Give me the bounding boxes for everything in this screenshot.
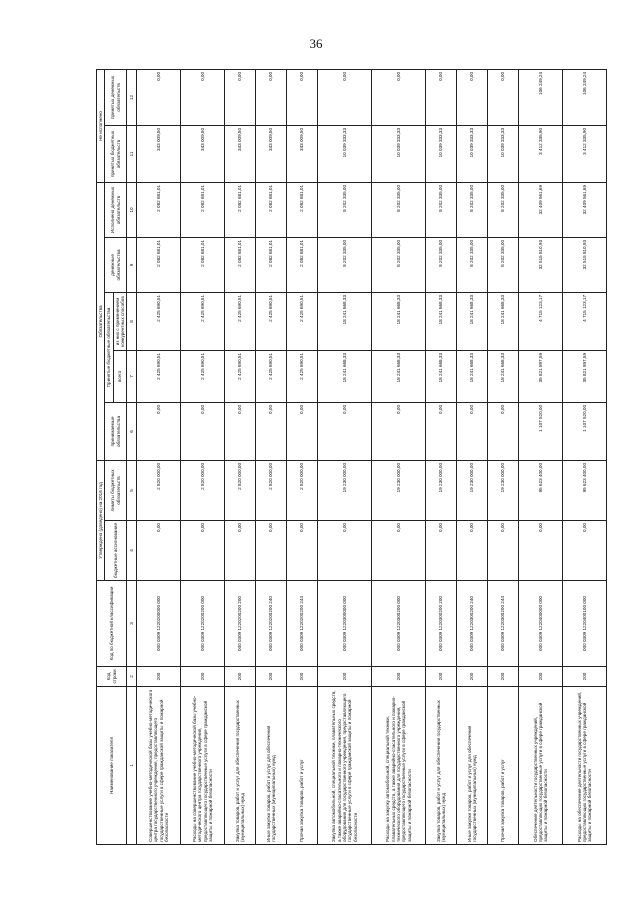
header-accepted-budget-group: Принятые бюджетные обязательства <box>105 292 113 402</box>
row-accepted-total: 18 241 668,33 <box>426 350 457 402</box>
row-limits: 19 230 000,00 <box>372 460 426 520</box>
row-name: Иные закупки товаров, работ и услуг для обеспечения государственных (муниципальных) нужд <box>457 687 488 845</box>
column-number: 4 <box>127 521 137 581</box>
row-executed-monetary: 2 082 681,01 <box>181 182 225 237</box>
page-number: 36 <box>309 36 323 51</box>
row-code: 200 <box>181 667 225 687</box>
row-name: Иные закупки товаров, работ и услуг для обеспечения государственных (муниципальных) нужд <box>256 687 287 845</box>
header-total: всего <box>113 350 127 402</box>
row-not-executed-monetary: 0,00 <box>137 69 181 125</box>
row-accepted-competitive: 2 425 690,51 <box>181 292 225 350</box>
column-number: 8 <box>127 292 137 350</box>
row-received-obligations: 0,00 <box>181 402 225 460</box>
row-monetary: 2 082 681,01 <box>137 237 181 292</box>
row-monetary: 32 515 810,93 <box>519 237 563 292</box>
row-not-executed-budget: 3 412 335,90 <box>519 125 563 182</box>
table-body <box>137 69 607 844</box>
row-kbk: 000 0309 1220300200 200 <box>426 581 457 667</box>
row-monetary: 2 082 681,01 <box>256 237 287 292</box>
row-accepted-competitive: 18 241 668,33 <box>372 292 426 350</box>
header-budget-allocations: бюджетные ассигнования <box>105 521 127 581</box>
column-number: 6 <box>127 402 137 460</box>
header-approved-group: Утверждено (доведено) на 2016 год <box>97 460 105 580</box>
row-accepted-competitive: 18 241 668,33 <box>318 292 372 350</box>
row-accepted-competitive: 4 715 123,17 <box>563 292 607 350</box>
row-name: Закупка товаров, работ и услуг для обеспечения государственных (муниципальных) нужд <box>225 687 256 845</box>
row-budget-allocations: 0,00 <box>519 521 563 581</box>
row-executed-monetary: 2 082 681,01 <box>287 182 318 237</box>
row-received-obligations: 0,00 <box>287 402 318 460</box>
row-executed-monetary: 8 202 335,00 <box>488 182 519 237</box>
row-not-executed-monetary: 0,00 <box>488 69 519 125</box>
row-accepted-competitive: 18 241 668,33 <box>457 292 488 350</box>
row-limits: 19 230 000,00 <box>426 460 457 520</box>
row-not-executed-monetary: 0,00 <box>225 69 256 125</box>
row-budget-allocations: 0,00 <box>488 521 519 581</box>
row-limits: 2 820 000,00 <box>287 460 318 520</box>
column-number: 7 <box>127 350 137 402</box>
row-executed-monetary: 8 202 335,00 <box>318 182 372 237</box>
row-limits: 2 820 000,00 <box>137 460 181 520</box>
table-row <box>181 69 225 844</box>
row-monetary: 8 202 335,00 <box>318 237 372 292</box>
row-accepted-competitive: 4 715 123,17 <box>519 292 563 350</box>
row-not-executed-budget: 10 039 333,33 <box>488 125 519 182</box>
row-limits: 2 820 000,00 <box>225 460 256 520</box>
row-name: Совершенствование учебно-методической базы учебно-методического центра государственного учреждения, предоставляющего государственные услуги в сфере гражданской защиты и пожарной безопасности <box>137 687 181 845</box>
row-name: Прочая закупка товаров, работ и услуг <box>488 687 519 845</box>
column-number: 1 <box>127 687 137 845</box>
row-accepted-total: 2 425 690,51 <box>181 350 225 402</box>
row-accepted-total: 18 241 668,33 <box>318 350 372 402</box>
row-kbk: 000 0309 1220200000 000 <box>137 581 181 667</box>
row-name: Закупка товаров, работ и услуг для обеспечения государственных (муниципальных) нужд <box>426 687 457 845</box>
row-limits: 19 230 000,00 <box>457 460 488 520</box>
header-accepted-budget-obl: принятых бюджетных обязательств <box>105 125 127 182</box>
row-received-obligations: 1 107 520,00 <box>563 402 607 460</box>
header-to-execute-group: Не исполнено <box>97 69 105 182</box>
row-accepted-total: 18 241 668,33 <box>488 350 519 402</box>
row-not-executed-budget: 343 009,50 <box>181 125 225 182</box>
row-not-executed-monetary: 0,00 <box>318 69 372 125</box>
row-accepted-competitive: 2 425 690,51 <box>137 292 181 350</box>
row-executed-monetary: 2 082 681,01 <box>137 182 181 237</box>
row-code: 200 <box>563 667 607 687</box>
row-budget-allocations: 0,00 <box>318 521 372 581</box>
header-accepted-monetary-obl: принятых денежных обязательств <box>105 69 127 125</box>
row-monetary: 8 202 335,00 <box>457 237 488 292</box>
row-accepted-competitive: 18 241 668,33 <box>488 292 519 350</box>
table-row <box>519 69 563 844</box>
row-budget-allocations: 0,00 <box>256 521 287 581</box>
column-number: 10 <box>127 182 137 237</box>
table-row <box>137 69 181 844</box>
table-row <box>318 69 372 844</box>
table-row <box>563 69 607 844</box>
row-accepted-total: 35 821 897,59 <box>519 350 563 402</box>
row-monetary: 8 202 335,00 <box>372 237 426 292</box>
header-competitive: из них с применением конкурентных способов <box>113 292 127 350</box>
row-not-executed-monetary: 0,00 <box>372 69 426 125</box>
column-number: 5 <box>127 460 137 520</box>
row-not-executed-budget: 10 039 333,33 <box>318 125 372 182</box>
column-number-row <box>127 69 137 844</box>
row-executed-monetary: 8 202 335,00 <box>426 182 457 237</box>
rotated-table-area <box>96 70 611 845</box>
table-row <box>287 69 318 844</box>
header-obligations-group: Обязательства <box>97 182 105 460</box>
row-not-executed-budget: 343 009,50 <box>287 125 318 182</box>
row-accepted-total: 2 425 690,51 <box>287 350 318 402</box>
row-limits: 19 230 000,00 <box>318 460 372 520</box>
row-limits: 2 820 000,00 <box>256 460 287 520</box>
row-budget-allocations: 0,00 <box>181 521 225 581</box>
column-number: 9 <box>127 237 137 292</box>
header-code: Код строки <box>97 667 127 687</box>
row-name: Расходы на совершенствование учебно-методической базы учебно-методического центра государственного учреждения, предоставляющего государственные услуги в сфере гражданской защиты и пожарной безопасности <box>181 687 225 845</box>
row-not-executed-monetary: 0,00 <box>426 69 457 125</box>
row-code: 200 <box>225 667 256 687</box>
row-received-obligations: 0,00 <box>372 402 426 460</box>
row-monetary: 32 515 810,93 <box>563 237 607 292</box>
row-not-executed-budget: 343 009,50 <box>225 125 256 182</box>
row-monetary: 2 082 681,01 <box>225 237 256 292</box>
row-code: 200 <box>318 667 372 687</box>
row-not-executed-monetary: 106 249,24 <box>563 69 607 125</box>
row-not-executed-monetary: 0,00 <box>181 69 225 125</box>
row-monetary: 2 082 681,01 <box>181 237 225 292</box>
row-kbk: 000 0309 1220200200 240 <box>256 581 287 667</box>
row-received-obligations: 0,00 <box>426 402 457 460</box>
table-row <box>225 69 256 844</box>
table-row <box>426 69 457 844</box>
header-limits: лимиты бюджетных обязательств <box>105 460 127 520</box>
row-executed-monetary: 32 409 561,69 <box>519 182 563 237</box>
row-not-executed-monetary: 106 249,24 <box>519 69 563 125</box>
row-kbk: 000 0309 1220300200 240 <box>457 581 488 667</box>
row-accepted-total: 18 241 668,33 <box>372 350 426 402</box>
row-received-obligations: 1 107 520,00 <box>519 402 563 460</box>
row-accepted-total: 2 425 690,51 <box>137 350 181 402</box>
table-row <box>256 69 287 844</box>
row-name: Расходы на закупку автомобильной, специальной техники, плавательных средств, а также аварийно-спасательного и пожарно-технического оборудования для государственного учреждения, предоставляющего государственные услуги в сфере гражданской защиты и пожарной безопасности <box>372 687 426 845</box>
row-monetary: 8 202 335,00 <box>426 237 457 292</box>
row-kbk: 000 0309 1220200200 000 <box>181 581 225 667</box>
row-code: 200 <box>137 667 181 687</box>
row-limits: 19 230 000,00 <box>488 460 519 520</box>
row-limits: 95 623 400,00 <box>563 460 607 520</box>
row-name: Прочая закупка товаров, работ и услуг <box>287 687 318 845</box>
row-name: Закупка автомобильной, специальной техники, плавательных средств, а также аварийно-спасательного и пожарно-технического оборудования для государственного учреждения, предоставляющего государственные услуги в сфере гражданской защиты и пожарной безопасности <box>318 687 372 845</box>
row-received-obligations: 0,00 <box>137 402 181 460</box>
row-accepted-total: 2 425 690,51 <box>225 350 256 402</box>
row-accepted-total: 35 821 897,59 <box>563 350 607 402</box>
column-number: 11 <box>127 125 137 182</box>
column-number: 2 <box>127 667 137 687</box>
row-limits: 95 623 400,00 <box>519 460 563 520</box>
row-accepted-competitive: 2 425 690,51 <box>287 292 318 350</box>
row-not-executed-monetary: 0,00 <box>287 69 318 125</box>
row-not-executed-monetary: 0,00 <box>256 69 287 125</box>
row-accepted-competitive: 2 425 690,51 <box>256 292 287 350</box>
row-budget-allocations: 0,00 <box>287 521 318 581</box>
header-monetary: денежные обязательства <box>105 237 127 292</box>
row-executed-monetary: 8 202 335,00 <box>457 182 488 237</box>
column-number: 12 <box>127 69 137 125</box>
row-kbk: 000 0309 1220400000 000 <box>519 581 563 667</box>
row-received-obligations: 0,00 <box>488 402 519 460</box>
row-accepted-competitive: 18 241 668,33 <box>426 292 457 350</box>
row-code: 200 <box>287 667 318 687</box>
row-executed-monetary: 2 082 681,01 <box>225 182 256 237</box>
row-received-obligations: 0,00 <box>457 402 488 460</box>
row-accepted-total: 18 241 668,33 <box>457 350 488 402</box>
row-executed-monetary: 8 202 335,00 <box>372 182 426 237</box>
row-limits: 2 820 000,00 <box>181 460 225 520</box>
row-received-obligations: 0,00 <box>256 402 287 460</box>
row-kbk: 000 0309 1220300000 000 <box>318 581 372 667</box>
header-classification: Код по бюджетной классификации <box>97 581 127 667</box>
row-kbk: 000 0309 1220200200 200 <box>225 581 256 667</box>
row-code: 200 <box>372 667 426 687</box>
row-code: 200 <box>426 667 457 687</box>
header-name: Наименование показателя <box>97 687 127 845</box>
table-header <box>97 69 137 844</box>
row-budget-allocations: 0,00 <box>225 521 256 581</box>
row-not-executed-budget: 3 412 335,90 <box>563 125 607 182</box>
row-not-executed-budget: 343 009,50 <box>137 125 181 182</box>
row-budget-allocations: 0,00 <box>137 521 181 581</box>
row-not-executed-budget: 10 039 333,33 <box>372 125 426 182</box>
row-monetary: 2 082 681,01 <box>287 237 318 292</box>
row-kbk: 000 0309 1220200200 244 <box>287 581 318 667</box>
row-not-executed-monetary: 0,00 <box>457 69 488 125</box>
row-kbk: 000 0309 1220300200 000 <box>372 581 426 667</box>
row-monetary: 8 202 335,00 <box>488 237 519 292</box>
row-code: 200 <box>256 667 287 687</box>
row-received-obligations: 0,00 <box>225 402 256 460</box>
row-code: 200 <box>457 667 488 687</box>
row-not-executed-budget: 343 009,50 <box>256 125 287 182</box>
row-not-executed-budget: 10 039 333,33 <box>457 125 488 182</box>
obligations-report-table <box>96 69 607 845</box>
row-kbk: 000 0309 1220400100 000 <box>563 581 607 667</box>
table-row <box>488 69 519 844</box>
row-budget-allocations: 0,00 <box>457 521 488 581</box>
rotated-table-container <box>96 70 611 845</box>
row-executed-monetary: 32 409 561,69 <box>563 182 607 237</box>
row-code: 200 <box>488 667 519 687</box>
row-name: Расходы на обеспечение деятельности государственных учреждений, предоставляющих государственные услуги в сфере гражданской защиты и пожарной безопасности <box>563 687 607 845</box>
row-budget-allocations: 0,00 <box>372 521 426 581</box>
row-received-obligations: 0,00 <box>318 402 372 460</box>
table-row <box>457 69 488 844</box>
row-name: Обеспечение деятельности государственных учреждений, предоставляющих государственные услуги в сфере гражданской защиты и пожарной безопасности <box>519 687 563 845</box>
row-kbk: 000 0309 1220300200 244 <box>488 581 519 667</box>
header-executed-monetary: Исполнено денежных обязательств <box>105 182 127 237</box>
row-not-executed-budget: 10 039 333,33 <box>426 125 457 182</box>
row-accepted-competitive: 2 425 690,51 <box>225 292 256 350</box>
column-number: 3 <box>127 581 137 667</box>
table-row <box>372 69 426 844</box>
row-executed-monetary: 2 082 681,01 <box>256 182 287 237</box>
header-received-obligations: принимаемые обязательства <box>105 402 127 460</box>
row-accepted-total: 2 425 690,51 <box>256 350 287 402</box>
row-code: 200 <box>519 667 563 687</box>
row-budget-allocations: 0,00 <box>426 521 457 581</box>
row-budget-allocations: 0,00 <box>563 521 607 581</box>
